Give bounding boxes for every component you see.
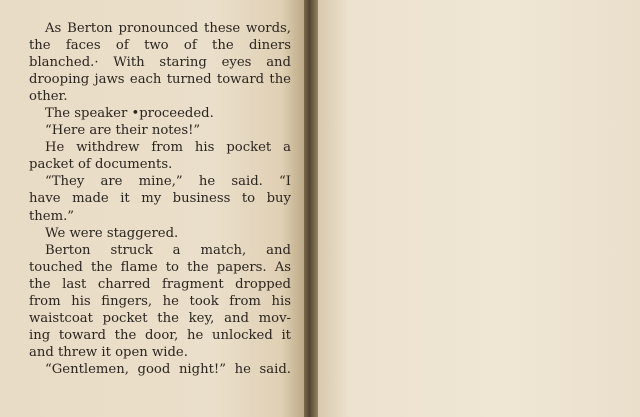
paragraph-1-line: the faces of two of the diners (29, 38, 291, 54)
paragraph-7-line: waistcoat pocket the key, and mov- (29, 310, 291, 326)
paragraph-5-line: have made it my business to buy (29, 191, 291, 207)
paragraph-5: “They are mine,” he said. “I (45, 174, 291, 190)
paragraph-2: The speaker •proceeded. (45, 106, 214, 122)
page-text (29, 20, 291, 378)
paragraph-7-line: ing toward the door, he unlocked it (29, 327, 291, 343)
paragraph-3: “Here are their notes!” (45, 123, 201, 139)
paragraph-8: “Gentlemen, good night!” he said. (45, 361, 291, 377)
paragraph-7-line: the last charred fragment dropped (29, 276, 291, 292)
paragraph-7-line: from his fingers, he took from his (29, 293, 291, 309)
paragraph-1-line: drooping jaws each turned toward the (29, 72, 291, 88)
paragraph-4: He withdrew from his pocket a (45, 140, 291, 156)
paragraph-1: As Berton pronounced these words, (45, 21, 291, 36)
left-page (0, 0, 306, 417)
paragraph-6: We were staggered. (45, 225, 179, 241)
paragraph-5-line: them.” (29, 208, 75, 224)
paragraph-1-line: blanched.· With staring eyes and (29, 55, 291, 71)
paragraph-4-line: packet of documents. (29, 157, 173, 173)
right-page-blank (318, 0, 640, 417)
paragraph-1-line: other. (29, 89, 68, 105)
paragraph-7: Berton struck a match, and (45, 242, 291, 258)
paragraph-7-line: and threw it open wide. (29, 344, 188, 360)
paragraph-7-line: touched the flame to the papers. As (29, 259, 291, 275)
